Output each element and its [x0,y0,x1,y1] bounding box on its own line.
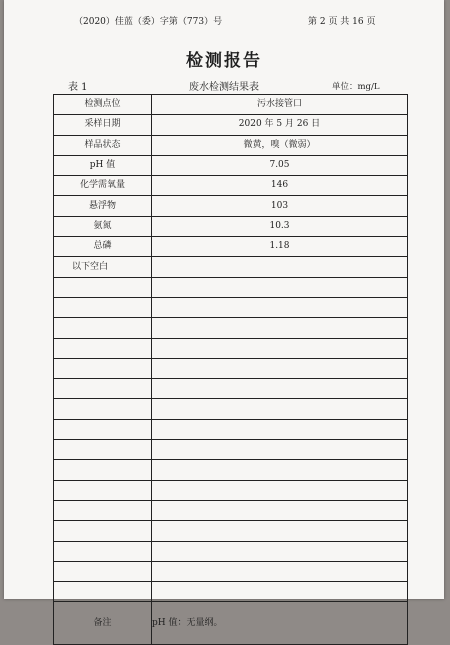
empty-row [54,277,408,297]
empty-cell [54,358,152,378]
empty-cell [152,338,408,358]
row-value: 污水接管口 [152,95,408,115]
empty-row [54,338,408,358]
empty-cell [152,419,408,439]
row-value [152,257,408,277]
row-label: 样品状态 [54,135,152,155]
empty-cell [54,399,152,419]
empty-cell [54,338,152,358]
empty-row [54,500,408,520]
empty-cell [152,460,408,480]
row-value: 微黄，嗅（微弱） [152,135,408,155]
row-value: 103 [152,196,408,216]
table-row [54,95,408,115]
empty-row [54,297,408,317]
empty-cell [152,500,408,520]
empty-cell [54,379,152,399]
report-number: （2020）佳蓝（委）字第（773）号 [74,17,223,27]
row-label: 氨氮 [54,216,152,236]
empty-cell [152,379,408,399]
table-row [54,176,408,196]
empty-cell [152,541,408,561]
table-row [54,135,408,155]
table-row [54,237,408,257]
empty-cell [152,358,408,378]
table-row [54,115,408,135]
empty-row [54,440,408,460]
empty-cell [54,521,152,541]
remark-label: 备注 [54,602,152,645]
empty-cell [54,277,152,297]
empty-row [54,521,408,541]
page-info: 第 2 页 共 16 页 [308,17,376,27]
empty-cell [54,561,152,581]
empty-cell [54,318,152,338]
empty-cell [152,561,408,581]
results-table [53,94,408,645]
row-label: pH 值 [54,155,152,175]
empty-row [54,460,408,480]
table-title: 废水检测结果表 [189,82,259,93]
table-row [54,216,408,236]
row-value: 2020 年 5 月 26 日 [152,115,408,135]
empty-row [54,358,408,378]
empty-row [54,399,408,419]
empty-row [54,419,408,439]
table-row [54,257,408,277]
empty-cell [54,419,152,439]
row-value: 1.18 [152,237,408,257]
report-title: 检测报告 [186,51,262,71]
empty-cell [54,541,152,561]
remark-row [54,602,408,645]
unit-label: 单位：mg/L [332,82,380,92]
empty-cell [152,480,408,500]
empty-row [54,480,408,500]
empty-cell [54,440,152,460]
row-label: 采样日期 [54,115,152,135]
empty-cell [54,500,152,520]
empty-row [54,561,408,581]
row-label: 总磷 [54,237,152,257]
empty-cell [54,460,152,480]
empty-cell [152,399,408,419]
row-value: 7.05 [152,155,408,175]
empty-row [54,318,408,338]
row-label: 以下空白 [54,257,152,277]
table-row [54,155,408,175]
empty-row [54,541,408,561]
empty-cell [152,521,408,541]
table-number: 表 1 [68,82,88,93]
row-label: 悬浮物 [54,196,152,216]
remark-value: pH 值：无量纲。 [152,602,408,645]
empty-cell [54,297,152,317]
empty-cell [152,277,408,297]
row-label: 化学需氧量 [54,176,152,196]
empty-cell [152,440,408,460]
row-value: 146 [152,176,408,196]
empty-cell [152,297,408,317]
empty-cell [152,318,408,338]
empty-row [54,379,408,399]
report-page [4,0,444,628]
table-row [54,196,408,216]
row-value: 10.3 [152,216,408,236]
row-label: 检测点位 [54,95,152,115]
empty-cell [54,480,152,500]
